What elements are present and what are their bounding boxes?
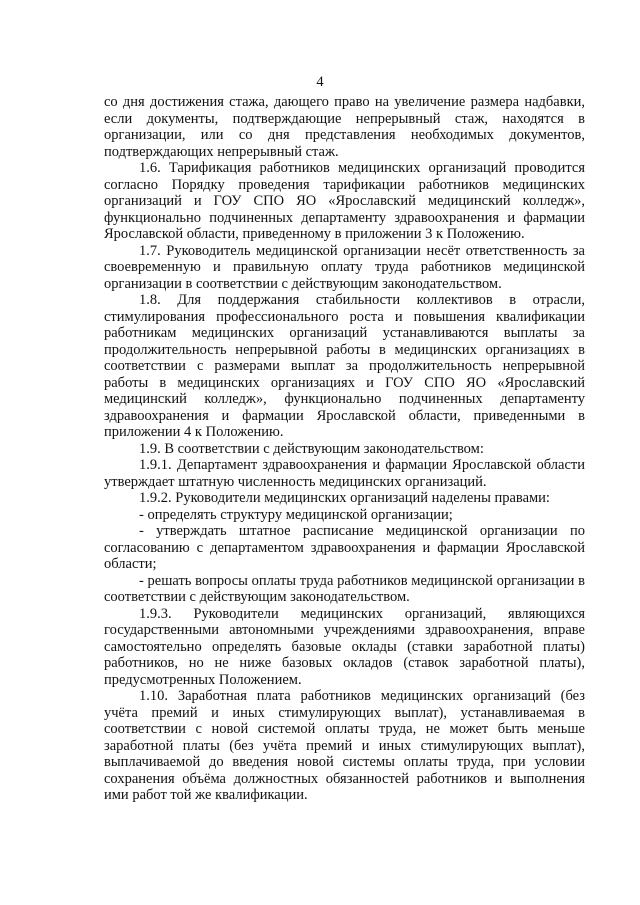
- list-item-payment: - решать вопросы оплаты труда работников медицинской организации в соответствии с действующим законодательством.: [104, 572, 585, 605]
- document-body: [104, 94, 585, 804]
- page-number: 4: [316, 74, 324, 90]
- paragraph-1-6: 1.6. Тарификация работников медицинских организаций проводится согласно Порядку проведения тарификации работников медицинских организаций и ГОУ СПО ЯО «Ярославский медицинский колледж», функционально подчиненных департаменту здравоохранения и фармации Ярославской области, приведенному в приложении 3 к Положению.: [104, 160, 585, 242]
- list-item-staffing: - утверждать штатное расписание медицинской организации по согласованию с департаментом здравоохранения и фармации Ярославской области;: [104, 523, 585, 572]
- list-item-structure: - определять структуру медицинской организации;: [139, 506, 453, 523]
- paragraph-1-7: 1.7. Руководитель медицинской организации несёт ответственность за своевременную и правильную оплату труда работников медицинской организации в соответствии с действующим законодательством.: [104, 242, 585, 292]
- paragraph-1-8: 1.8. Для поддержания стабильности коллективов в отрасли, стимулирования профессионального роста и повышения квалификации работникам медицинских организаций устанавливаются выплаты за продолжительность непрерывной работы в медицинских организациях в соответствии с размерами выплат за продолжительность непрерывной работы в медицинских организациях и ГОУ СПО ЯО «Ярославский медицинский колледж», функционально подчиненных департаменту здравоохранения и фармации Ярославской области, приведенными в приложении 4 к Положению.: [104, 292, 585, 440]
- paragraph-continuation: со дня достижения стажа, дающего право на увеличение размера надбавки, если документы, подтверждающие непрерывный стаж, находятся в организации, или со дня представления необходимых документов, подтверждающих непрерывный стаж.: [104, 94, 585, 160]
- paragraph-1-9-1: 1.9.1. Департамент здравоохранения и фармации Ярославской области утверждает штатную численность медицинских организаций.: [104, 457, 585, 490]
- paragraph-1-9: 1.9. В соответствии с действующим законодательством:: [139, 440, 484, 457]
- paragraph-1-10: 1.10. Заработная плата работников медицинских организаций (без учёта премий и иных стимулирующих выплат), устанавливаемая в соответствии с новой системой оплаты труда, не может быть меньше заработной платы (без учёта премий и иных стимулирующих выплат), выплачиваемой до введения новой системы оплаты труда, при условии сохранения объёма должностных обязанностей работников и выполнения ими работ той же квалификации.: [104, 688, 585, 803]
- paragraph-1-9-2: 1.9.2. Руководители медицинских организаций наделены правами:: [139, 490, 550, 506]
- paragraph-1-9-3: 1.9.3. Руководители медицинских организаций, являющихся государственными автономными учреждениями здравоохранения, вправе самостоятельно определять базовые оклады (ставки заработной платы) работников, но не ниже базовых окладов (ставок заработной платы), предусмотренных Положением.: [104, 605, 585, 688]
